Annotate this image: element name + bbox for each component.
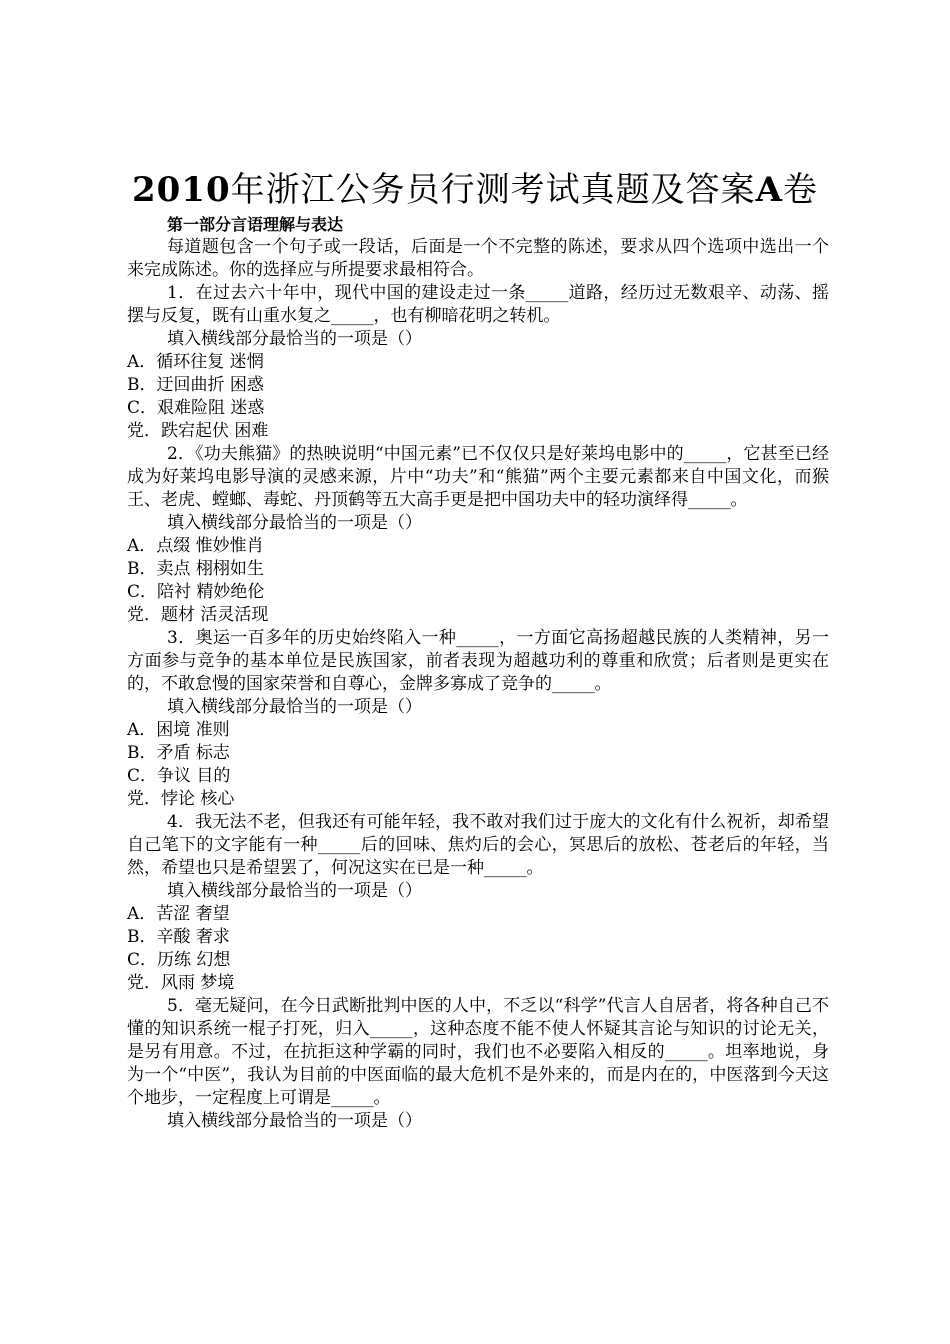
question-4-option-c: C．历练 幻想: [127, 950, 231, 970]
question-4-stem: 4．我无法不老，但我还有可能年轻，我不敢对我们过于庞大的文化有什么祝祈，却希望自己笔下的文字能有一种_____后的回味、焦灼后的会心，冥思后的放松、苍老后的年轻，当然，希望也只是希望罢了，何况这实在已是一种_____。: [127, 812, 829, 878]
title-letter: A: [755, 170, 784, 210]
question-2-prompt: 填入横线部分最恰当的一项是（）: [167, 513, 422, 533]
question-3-option-a: A．困境 准则: [127, 720, 230, 740]
section-heading: 第一部分言语理解与表达: [167, 215, 344, 234]
question-2-option-a: A．点缀 惟妙惟肖: [127, 536, 264, 556]
question-2-stem: 2．《功夫熊猫》的热映说明“中国元素”已不仅仅只是好莱坞电影中的_____，它甚至已经成为好莱坞电影导演的灵感来源，片中“功夫”和“熊猫”两个主要元素都来自中国文化，而猴王、老虎、螳螂、毒蛇、丹顶鹤等五大高手更是把中国功夫中的轻功演绎得_____。: [127, 444, 829, 510]
question-2-option-c: C．陪衬 精妙绝伦: [127, 582, 265, 602]
question-1-option-b: B．迂回曲折 困惑: [127, 375, 264, 395]
question-5-prompt: 填入横线部分最恰当的一项是（）: [167, 1111, 422, 1131]
question-1-option-d: 党．跌宕起伏 困难: [127, 421, 269, 441]
title-year: 2010: [131, 170, 231, 210]
document-body: [127, 213, 829, 1133]
question-3-option-c: C．争议 目的: [127, 766, 231, 786]
instructions-paragraph: 每道题包含一个句子或一段话，后面是一个不完整的陈述，要求从四个选项中选出一个来完成陈述。你的选择应与所提要求最相符合。: [127, 237, 829, 280]
question-3-stem: 3．奥运一百多年的历史始终陷入一种_____，一方面它高扬超越民族的人类精神，另一方面参与竞争的基本单位是民族国家，前者表现为超越功利的尊重和欣赏；后者则是更实在的，不敢怠慢的国家荣誉和自尊心，金牌多寡成了竞争的_____。: [127, 628, 829, 694]
question-5-stem: 5．毫无疑问，在今日武断批判中医的人中，不乏以“科学”代言人自居者，将各种自己不懂的知识系统一棍子打死，归入_____，这种态度不能不使人怀疑其言论与知识的讨论无关，是另有用意。不过，在抗拒这种学霸的同时，我们也不必要陷入相反的_____。坦率地说，身为一个“中医”，我认为目前的中医面临的最大危机不是外来的，而是内在的，中医落到今天这个地步，一定程度上可谓是_____。: [127, 996, 829, 1108]
question-2-option-d: 党．题材 活灵活现: [127, 605, 269, 625]
question-4-option-a: A．苦涩 奢望: [127, 904, 230, 924]
question-3-option-b: B．矛盾 标志: [127, 743, 230, 763]
question-1-stem: 1．在过去六十年中，现代中国的建设走过一条_____道路，经历过无数艰辛、动荡、摇摆与反复，既有山重水复之_____，也有柳暗花明之转机。: [127, 283, 829, 326]
question-2-option-b: B．卖点 栩栩如生: [127, 559, 264, 579]
title-middle: 年浙江公务员行测考试真题及答案: [230, 170, 756, 210]
question-1-prompt: 填入横线部分最恰当的一项是（）: [167, 329, 422, 349]
question-1-option-a: A．循环往复 迷惘: [127, 352, 264, 372]
question-4-option-b: B．辛酸 奢求: [127, 927, 230, 947]
question-3-option-d: 党．悖论 核心: [127, 789, 235, 809]
question-1-option-c: C．艰难险阻 迷惑: [127, 398, 265, 418]
question-3-prompt: 填入横线部分最恰当的一项是（）: [167, 697, 422, 717]
question-4-option-d: 党．风雨 梦境: [127, 973, 235, 993]
document-title: [0, 168, 950, 212]
question-4-prompt: 填入横线部分最恰当的一项是（）: [167, 881, 422, 901]
title-end: 卷: [783, 170, 819, 210]
